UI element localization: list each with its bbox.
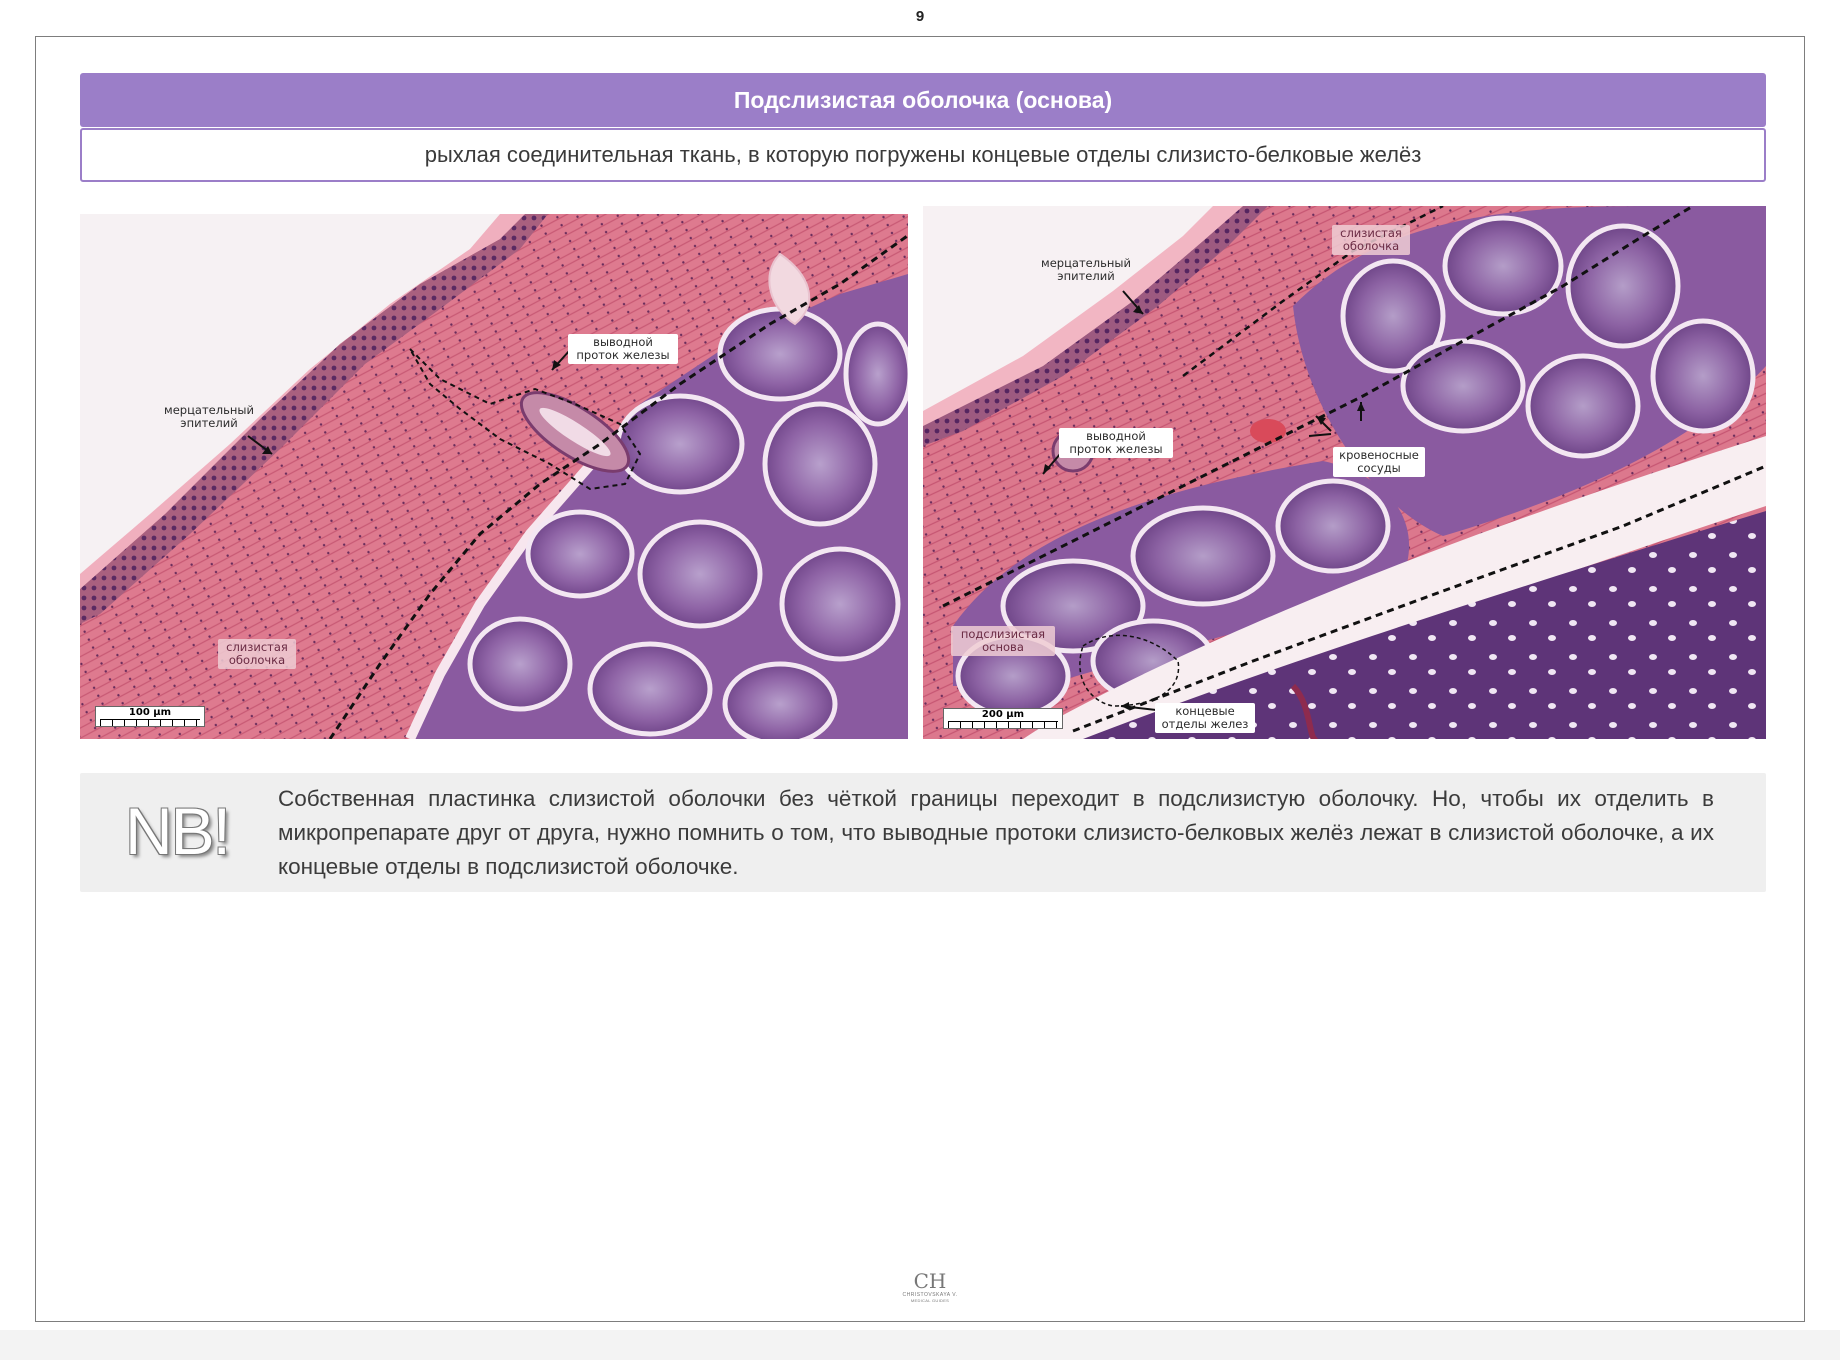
label-submucosa: подслизистая основа [951,626,1055,656]
section-title: Подслизистая оболочка (основа) [80,73,1766,127]
scale-bar-ticks-2 [948,721,1058,728]
micrograph-left-image [80,214,908,739]
footer-logo [870,1270,990,1303]
nb-mark: NB! [125,794,230,868]
nb-text: Собственная пластинка слизистой оболочки без чёткой границы переходит в подслизистую оболочку. Но, чтобы их отделить в микропрепарате друг от друга, нужно помнить о том, что выводные протоки слизисто-белковых желёз лежат в слизистой оболочке, а их концевые отделы в подслизистой оболочке. [278,786,1714,879]
footer-logo-monogram: CH [913,1269,947,1293]
page-number: 9 [915,8,925,25]
label-terminal-sections: концевые отделы желез [1155,703,1255,733]
label-ciliated-epithelium-2: мерцательный эпителий [1041,256,1131,283]
bottom-strip [0,1330,1840,1360]
footer-logo-name: CHRISTOVSKAYA V. [902,1292,958,1298]
scale-bar [95,706,205,727]
footer-logo-sub: MEDICAL GUIDES [910,1298,950,1303]
micrograph-left [80,214,908,739]
scale-bar-ticks [100,719,200,726]
section-definition: рыхлая соединительная ткань, в которую погружены концевые отделы слизисто-белковые желёз [80,128,1766,182]
scale-bar-2 [943,708,1063,729]
scale-bar-label-2: 200 μm [981,709,1025,720]
label-blood-vessels: кровеносные сосуды [1333,447,1425,477]
label-ciliated-epithelium: мерцательный эпителий [164,403,254,430]
scale-bar-label: 100 μm [128,707,172,718]
label-gland-duct: выводной проток железы [568,334,678,364]
nb-note [80,773,1766,892]
label-mucosa: слизистая оболочка [218,639,296,669]
label-mucosa-2: слизистая оболочка [1332,225,1410,255]
label-gland-duct-2: выводной проток железы [1059,428,1173,458]
micrograph-right [923,206,1766,739]
